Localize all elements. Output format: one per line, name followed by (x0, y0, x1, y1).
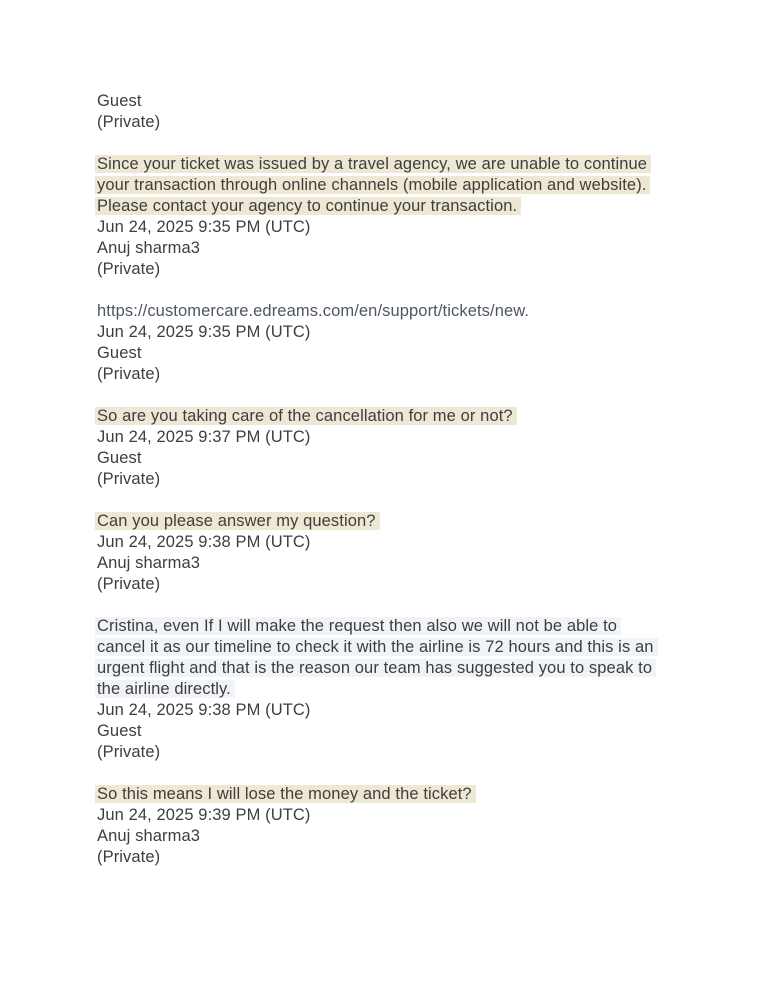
message-author: Anuj sharma3 (97, 554, 201, 572)
message-visibility: (Private) (97, 575, 161, 593)
message-text (97, 784, 707, 805)
message-text (97, 406, 707, 427)
message-entry (97, 301, 707, 385)
message-entry (97, 91, 707, 133)
transcript-body (97, 91, 707, 889)
message-author: Anuj sharma3 (97, 239, 201, 257)
message-line: your transaction through online channels (mobile application and website). (95, 176, 650, 194)
message-author: Guest (97, 344, 142, 362)
message-line: So this means I will lose the money and the ticket? (95, 785, 476, 803)
message-entry (97, 154, 707, 280)
message-line: urgent flight and that is the reason our team has suggested you to speak to (95, 659, 656, 677)
message-text (97, 511, 707, 532)
message-timestamp: Jun 24, 2025 9:38 PM (UTC) (97, 533, 311, 551)
message-line: Please contact your agency to continue your transaction. (95, 197, 521, 215)
ticket-url-text: https://customercare.edreams.com/en/support/tickets/new. (97, 302, 530, 320)
message-entry (97, 511, 707, 595)
message-author: Guest (97, 722, 142, 740)
message-line: the airline directly. (95, 680, 235, 698)
message-visibility: (Private) (97, 113, 161, 131)
message-line: Can you please answer my question? (95, 512, 380, 530)
message-line: cancel it as our timeline to check it with the airline is 72 hours and this is an (95, 638, 658, 656)
message-timestamp: Jun 24, 2025 9:39 PM (UTC) (97, 806, 311, 824)
message-text (97, 154, 707, 217)
message-timestamp: Jun 24, 2025 9:38 PM (UTC) (97, 701, 311, 719)
message-timestamp: Jun 24, 2025 9:35 PM (UTC) (97, 323, 311, 341)
message-entry (97, 616, 707, 763)
message-visibility: (Private) (97, 848, 161, 866)
message-entry (97, 406, 707, 490)
message-visibility: (Private) (97, 260, 161, 278)
message-author: Anuj sharma3 (97, 827, 201, 845)
message-text (97, 616, 707, 700)
message-visibility: (Private) (97, 743, 161, 761)
message-entry (97, 784, 707, 868)
message-line: So are you taking care of the cancellation for me or not? (95, 407, 517, 425)
message-text (97, 301, 707, 322)
message-visibility: (Private) (97, 470, 161, 488)
message-visibility: (Private) (97, 365, 161, 383)
message-author: Guest (97, 92, 142, 110)
message-author: Guest (97, 449, 142, 467)
message-line: Cristina, even If I will make the request then also we will not be able to (95, 617, 621, 635)
message-line: Since your ticket was issued by a travel agency, we are unable to continue (95, 155, 651, 173)
message-timestamp: Jun 24, 2025 9:35 PM (UTC) (97, 218, 311, 236)
message-timestamp: Jun 24, 2025 9:37 PM (UTC) (97, 428, 311, 446)
